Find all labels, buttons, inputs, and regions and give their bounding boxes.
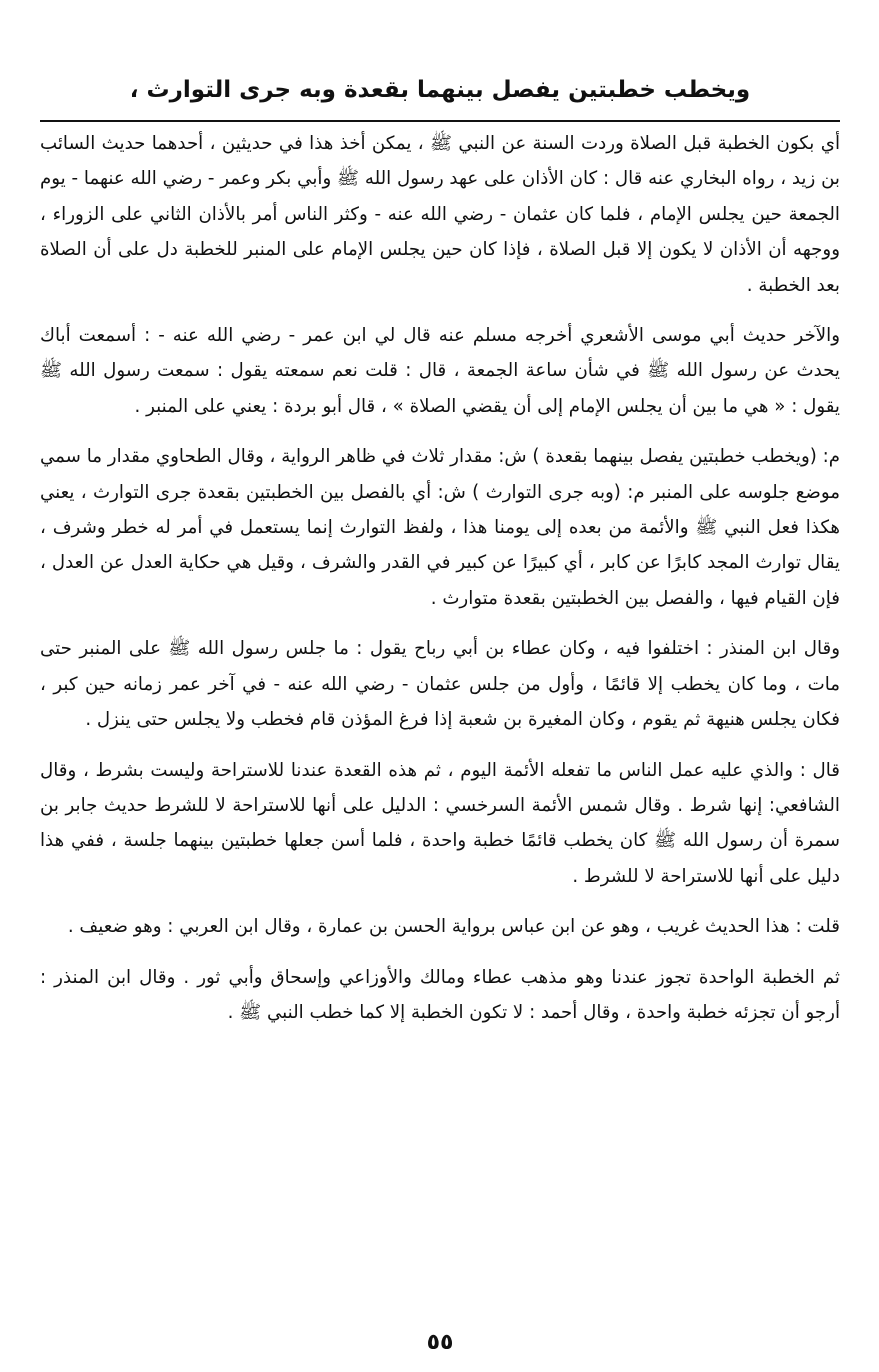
paragraph: قلت : هذا الحديث غريب ، وهو عن ابن عباس برواية الحسن بن عمارة ، وقال ابن العربي : وهو ضعيف . [67, 916, 840, 938]
paragraph: والآخر حديث أبي موسى الأشعري أخرجه مسلم عنه قال لي ابن عمر - رضي الله عنه - : أسمعت أباك يحدث عن رسول الله ﷺ في شأن ساعة الجمعة ، قال : قلت نعم سمعته يقول : سمعت رسول الله ﷺ يقول : « هي ما بين أن يجلس الإمام إلى أن يقضي الصلاة » ، قال أبو بردة : يعني على المنبر . [40, 325, 840, 417]
paragraph: م: (ويخطب خطبتين يفصل بينهما بقعدة ) ش: مقدار ثلاث في ظاهر الرواية ، وقال الطحاوي مقدار ما سمي موضع جلوسه على المنبر م: (وبه جرى التوارث ) ش: أي بالفصل بين الخطبتين بقعدة جرى التوارث ، يعني هكذا فعل النبي ﷺ والأئمة من بعده إلى يومنا هذا ، ولفظ التوارث إنما يستعمل في أمر له خطر وشرف ، يقال توارث المجد كابرًا عن كابر ، أي كبيرًا عن كبير في القدر والشرف ، وقيل هي حكاية العدل عن العدل ، فإن القيام فيها ، والفصل بين الخطبتين بقعدة متوارث . [40, 446, 840, 609]
header-rule [40, 120, 840, 122]
page-number: ٥٥ [426, 1330, 454, 1355]
book-page [40, 70, 840, 1360]
paragraph: وقال ابن المنذر : اختلفوا فيه ، وكان عطاء بن أبي رباح يقول : ما جلس رسول الله ﷺ على المنبر حتى مات ، وما كان يخطب إلا قائمًا ، وأول من جلس عثمان - رضي الله عنه - في آخر عمر زمانه حين كبر ، فكان يجلس هنيهة ثم يقوم ، وكان المغيرة بن شعبة إذا فرغ المؤذن قام فخطب ولا يجلس حتى ينزل . [40, 638, 840, 731]
running-header: ويخطب خطبتين يفصل بينهما بقعدة وبه جرى التوارث ، [129, 77, 751, 103]
page-body [40, 126, 840, 1030]
paragraph: ثم الخطبة الواحدة تجوز عندنا وهو مذهب عطاء ومالك والأوزاعي وإسحاق وأبي ثور . وقال ابن المنذر : أرجو أن تجزئه خطبة واحدة ، وقال أحمد : لا تكون الخطبة إلا كما خطب النبي ﷺ . [40, 966, 840, 1023]
paragraph: أي بكون الخطبة قبل الصلاة وردت السنة عن النبي ﷺ ، يمكن أخذ هذا في حديثين ، أحدهما حديث السائب بن زيد ، رواه البخاري عنه قال : كان الأذان على عهد رسول الله ﷺ وأبي بكر وعمر - رضي الله عنهما - يوم الجمعة حين يجلس الإمام ، فلما كان عثمان - رضي الله عنه - وكثر الناس أمر بالأذان الثاني على الزوراء ، ووجهه أن الأذان لا يكون إلا قبل الصلاة ، فإذا كان حين يجلس الإمام على المنبر للخطبة دل على أن الصلاة بعد الخطبة . [40, 133, 840, 296]
paragraph: قال : والذي عليه عمل الناس ما تفعله الأئمة اليوم ، ثم هذه القعدة عندنا للاستراحة وليست بشرط ، وقال الشافعي: إنها شرط . وقال شمس الأئمة السرخسي : الدليل على أنها للاستراحة لا للشرط حديث جابر بن سمرة أن رسول الله ﷺ كان يخطب قائمًا خطبة واحدة ، فلما أسن جعلها خطبتين بينهما جلسة ، ففي هذا دليل على أنها للاستراحة لا للشرط . [40, 759, 840, 887]
